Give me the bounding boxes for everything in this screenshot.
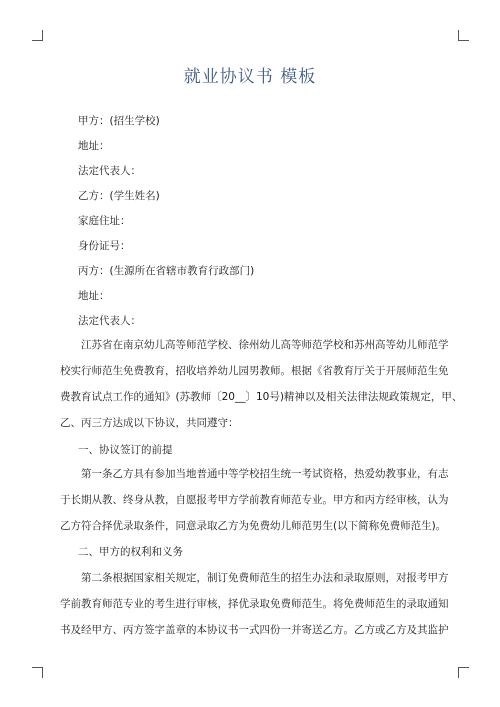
crop-mark-bottom-left	[32, 667, 43, 678]
crop-mark-bottom-right	[458, 667, 469, 678]
document-title: 就业协议书 模板	[183, 67, 317, 87]
field-home-address: 家庭住址：	[78, 215, 131, 227]
article-line: 第一条乙方具有参加当地普通中等学校招生统一考试资格，热爱幼教事业，有志	[81, 468, 449, 480]
section-heading-2: 二、甲方的权利和义务	[78, 546, 183, 558]
field-party-b: 乙方：(学生姓名)	[78, 190, 160, 202]
article-1-paragraph	[60, 461, 450, 539]
field-party-a: 甲方：(招生学校)	[78, 115, 160, 127]
intro-line: 乙、丙三方达成以下协议，共同遵守：	[60, 417, 239, 429]
intro-line: 费教育试点工作的通知》(苏教师〔20__〕10号)精神以及相关法律法规政策规定，甲、	[60, 391, 463, 403]
article-line: 学前教育师范专业的考生进行审核，择优录取免费师范生。将免费师范生的录取通知	[60, 598, 449, 610]
field-party-c: 丙方：(生源所在省辖市教育行政部门)	[78, 265, 255, 277]
intro-line: 校实行师范生免费教育，招收培养幼儿园男教师。根据《省教育厅关于开展师范生免	[60, 365, 449, 377]
section-heading-1: 一、协议签订的前提	[78, 444, 173, 456]
article-line: 乙方符合择优录取条件，同意录取乙方为免费幼儿师范男生(以下简称免费师范生)。	[60, 520, 447, 532]
field-address-a: 地址：	[78, 140, 110, 152]
article-line: 第二条根据国家相关规定，制订免费师范生的招生办法和录取原则，对报考甲方	[81, 572, 449, 584]
article-line: 书及经甲方、丙方签字盖章的本协议书一式四份一并寄送乙方。乙方或乙方及其监护	[60, 624, 449, 636]
crop-mark-top-right	[458, 30, 469, 41]
intro-line: 江苏省在南京幼儿高等师范学校、徐州幼儿高等师范学校和苏州高等幼儿师范学	[81, 339, 449, 351]
field-legal-rep-c: 法定代表人：	[78, 315, 141, 327]
article-2-paragraph	[60, 565, 450, 643]
crop-mark-top-left	[32, 30, 43, 41]
field-address-c: 地址：	[78, 290, 110, 302]
intro-paragraph	[60, 332, 463, 436]
field-legal-rep-a: 法定代表人：	[78, 165, 141, 177]
article-line: 于长期从教、终身从教，自愿报考甲方学前教育师范专业。甲方和丙方经审核，认为	[60, 494, 449, 506]
field-id-number: 身份证号：	[78, 240, 131, 252]
